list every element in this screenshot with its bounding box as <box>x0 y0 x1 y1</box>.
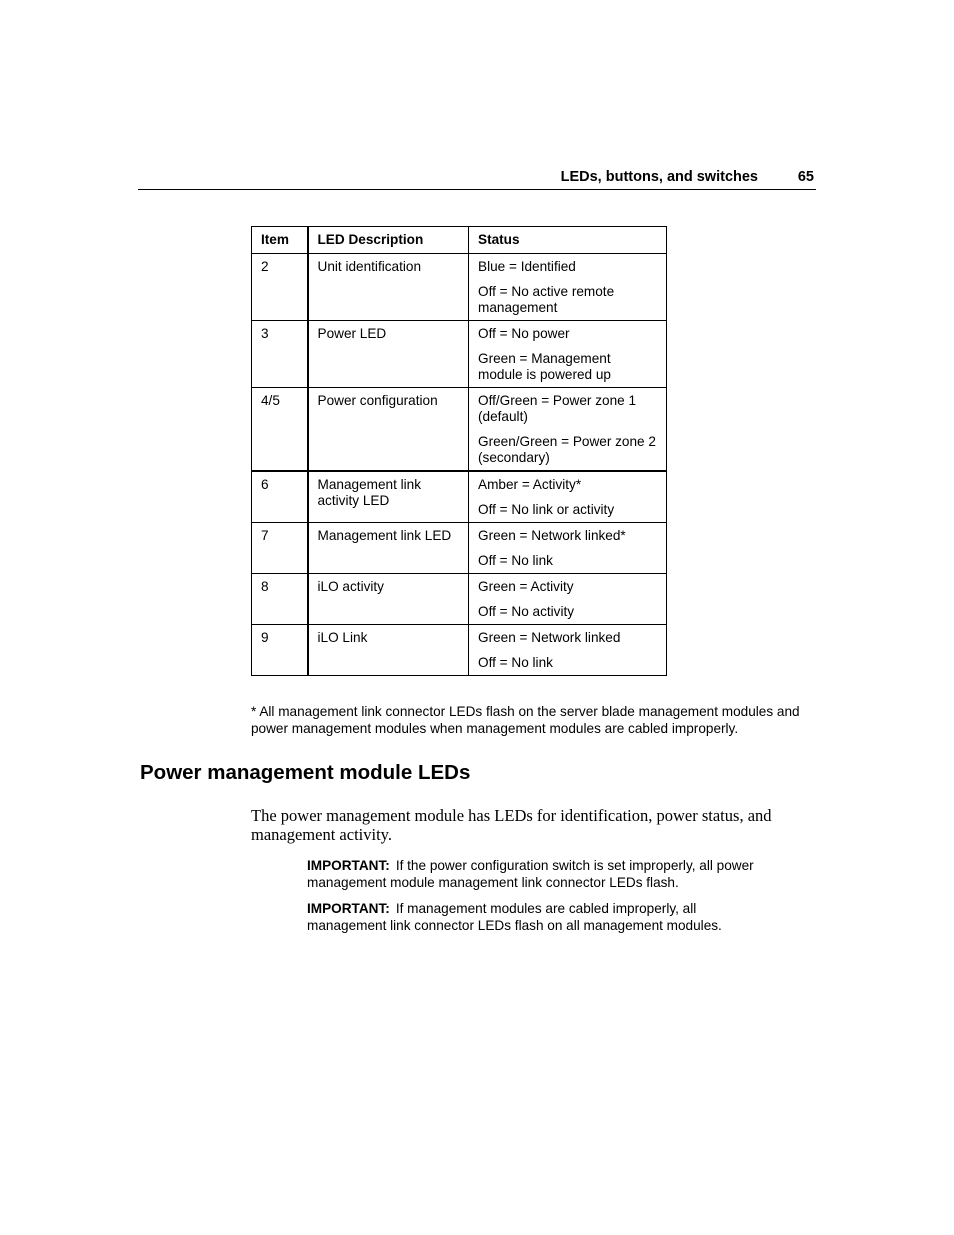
status-line: Off = No power <box>478 326 570 341</box>
cell-item: 7 <box>252 523 308 574</box>
column-header-item: Item <box>252 227 308 254</box>
cell-item: 6 <box>252 471 308 523</box>
note-text: If the power configuration switch is set improperly, all power management module management link connector LEDs flash. <box>307 858 754 890</box>
important-note <box>307 900 777 934</box>
cell-status <box>469 471 667 523</box>
cell-status <box>469 254 667 321</box>
table-row <box>252 471 667 523</box>
status-line: Amber = Activity* <box>478 477 582 492</box>
status-line: Green = Network linked* <box>478 528 626 543</box>
running-header-title: LEDs, buttons, and switches <box>560 169 758 185</box>
cell-description: Management link activity LED <box>308 471 469 523</box>
cell-status <box>469 625 667 676</box>
table-row <box>252 321 667 388</box>
status-line: Off = No active remote management <box>478 284 615 315</box>
table-row <box>252 523 667 574</box>
cell-item: 8 <box>252 574 308 625</box>
cell-status <box>469 388 667 472</box>
important-note <box>307 857 777 891</box>
status-line: Off/Green = Power zone 1 (default) <box>478 393 637 424</box>
status-line: Off = No link or activity <box>478 502 615 517</box>
status-line: Off = No link <box>478 655 553 670</box>
cell-description: Management link LED <box>308 523 469 574</box>
table-footnote: * All management link connector LEDs flash on the server blade management modules and power management modules when management modules are cabled improperly. <box>251 704 800 736</box>
table-row <box>252 388 667 472</box>
cell-item: 4/5 <box>252 388 308 472</box>
section-heading: Power management module LEDs <box>140 761 471 784</box>
cell-description: Power configuration <box>308 388 469 472</box>
status-line: Off = No activity <box>478 604 575 619</box>
cell-status <box>469 574 667 625</box>
led-status-table <box>251 226 667 676</box>
cell-status <box>469 321 667 388</box>
cell-status <box>469 523 667 574</box>
status-line: Blue = Identified <box>478 259 576 274</box>
page-number: 65 <box>797 169 814 185</box>
cell-description: iLO activity <box>308 574 469 625</box>
cell-item: 3 <box>252 321 308 388</box>
cell-item: 9 <box>252 625 308 676</box>
column-header-led-description: LED Description <box>308 227 469 254</box>
note-label: IMPORTANT: <box>307 858 390 873</box>
table-row <box>252 254 667 321</box>
page-header <box>138 168 816 190</box>
cell-description: Unit identification <box>308 254 469 321</box>
status-line: Off = No link <box>478 553 553 568</box>
cell-description: iLO Link <box>308 625 469 676</box>
status-line: Green = Activity <box>478 579 574 594</box>
status-line: Green = Management module is powered up <box>478 351 611 382</box>
note-text: If management modules are cabled improperly, all management link connector LEDs flash on all management modules. <box>307 901 722 933</box>
column-header-status: Status <box>469 227 667 254</box>
status-line: Green = Network linked <box>478 630 621 645</box>
status-line: Green/Green = Power zone 2 (secondary) <box>478 434 656 465</box>
table-row <box>252 574 667 625</box>
section-intro-paragraph: The power management module has LEDs for identification, power status, and management activity. <box>251 806 772 844</box>
table-header-row <box>252 227 667 254</box>
cell-description: Power LED <box>308 321 469 388</box>
cell-item: 2 <box>252 254 308 321</box>
note-label: IMPORTANT: <box>307 901 390 916</box>
table-row <box>252 625 667 676</box>
